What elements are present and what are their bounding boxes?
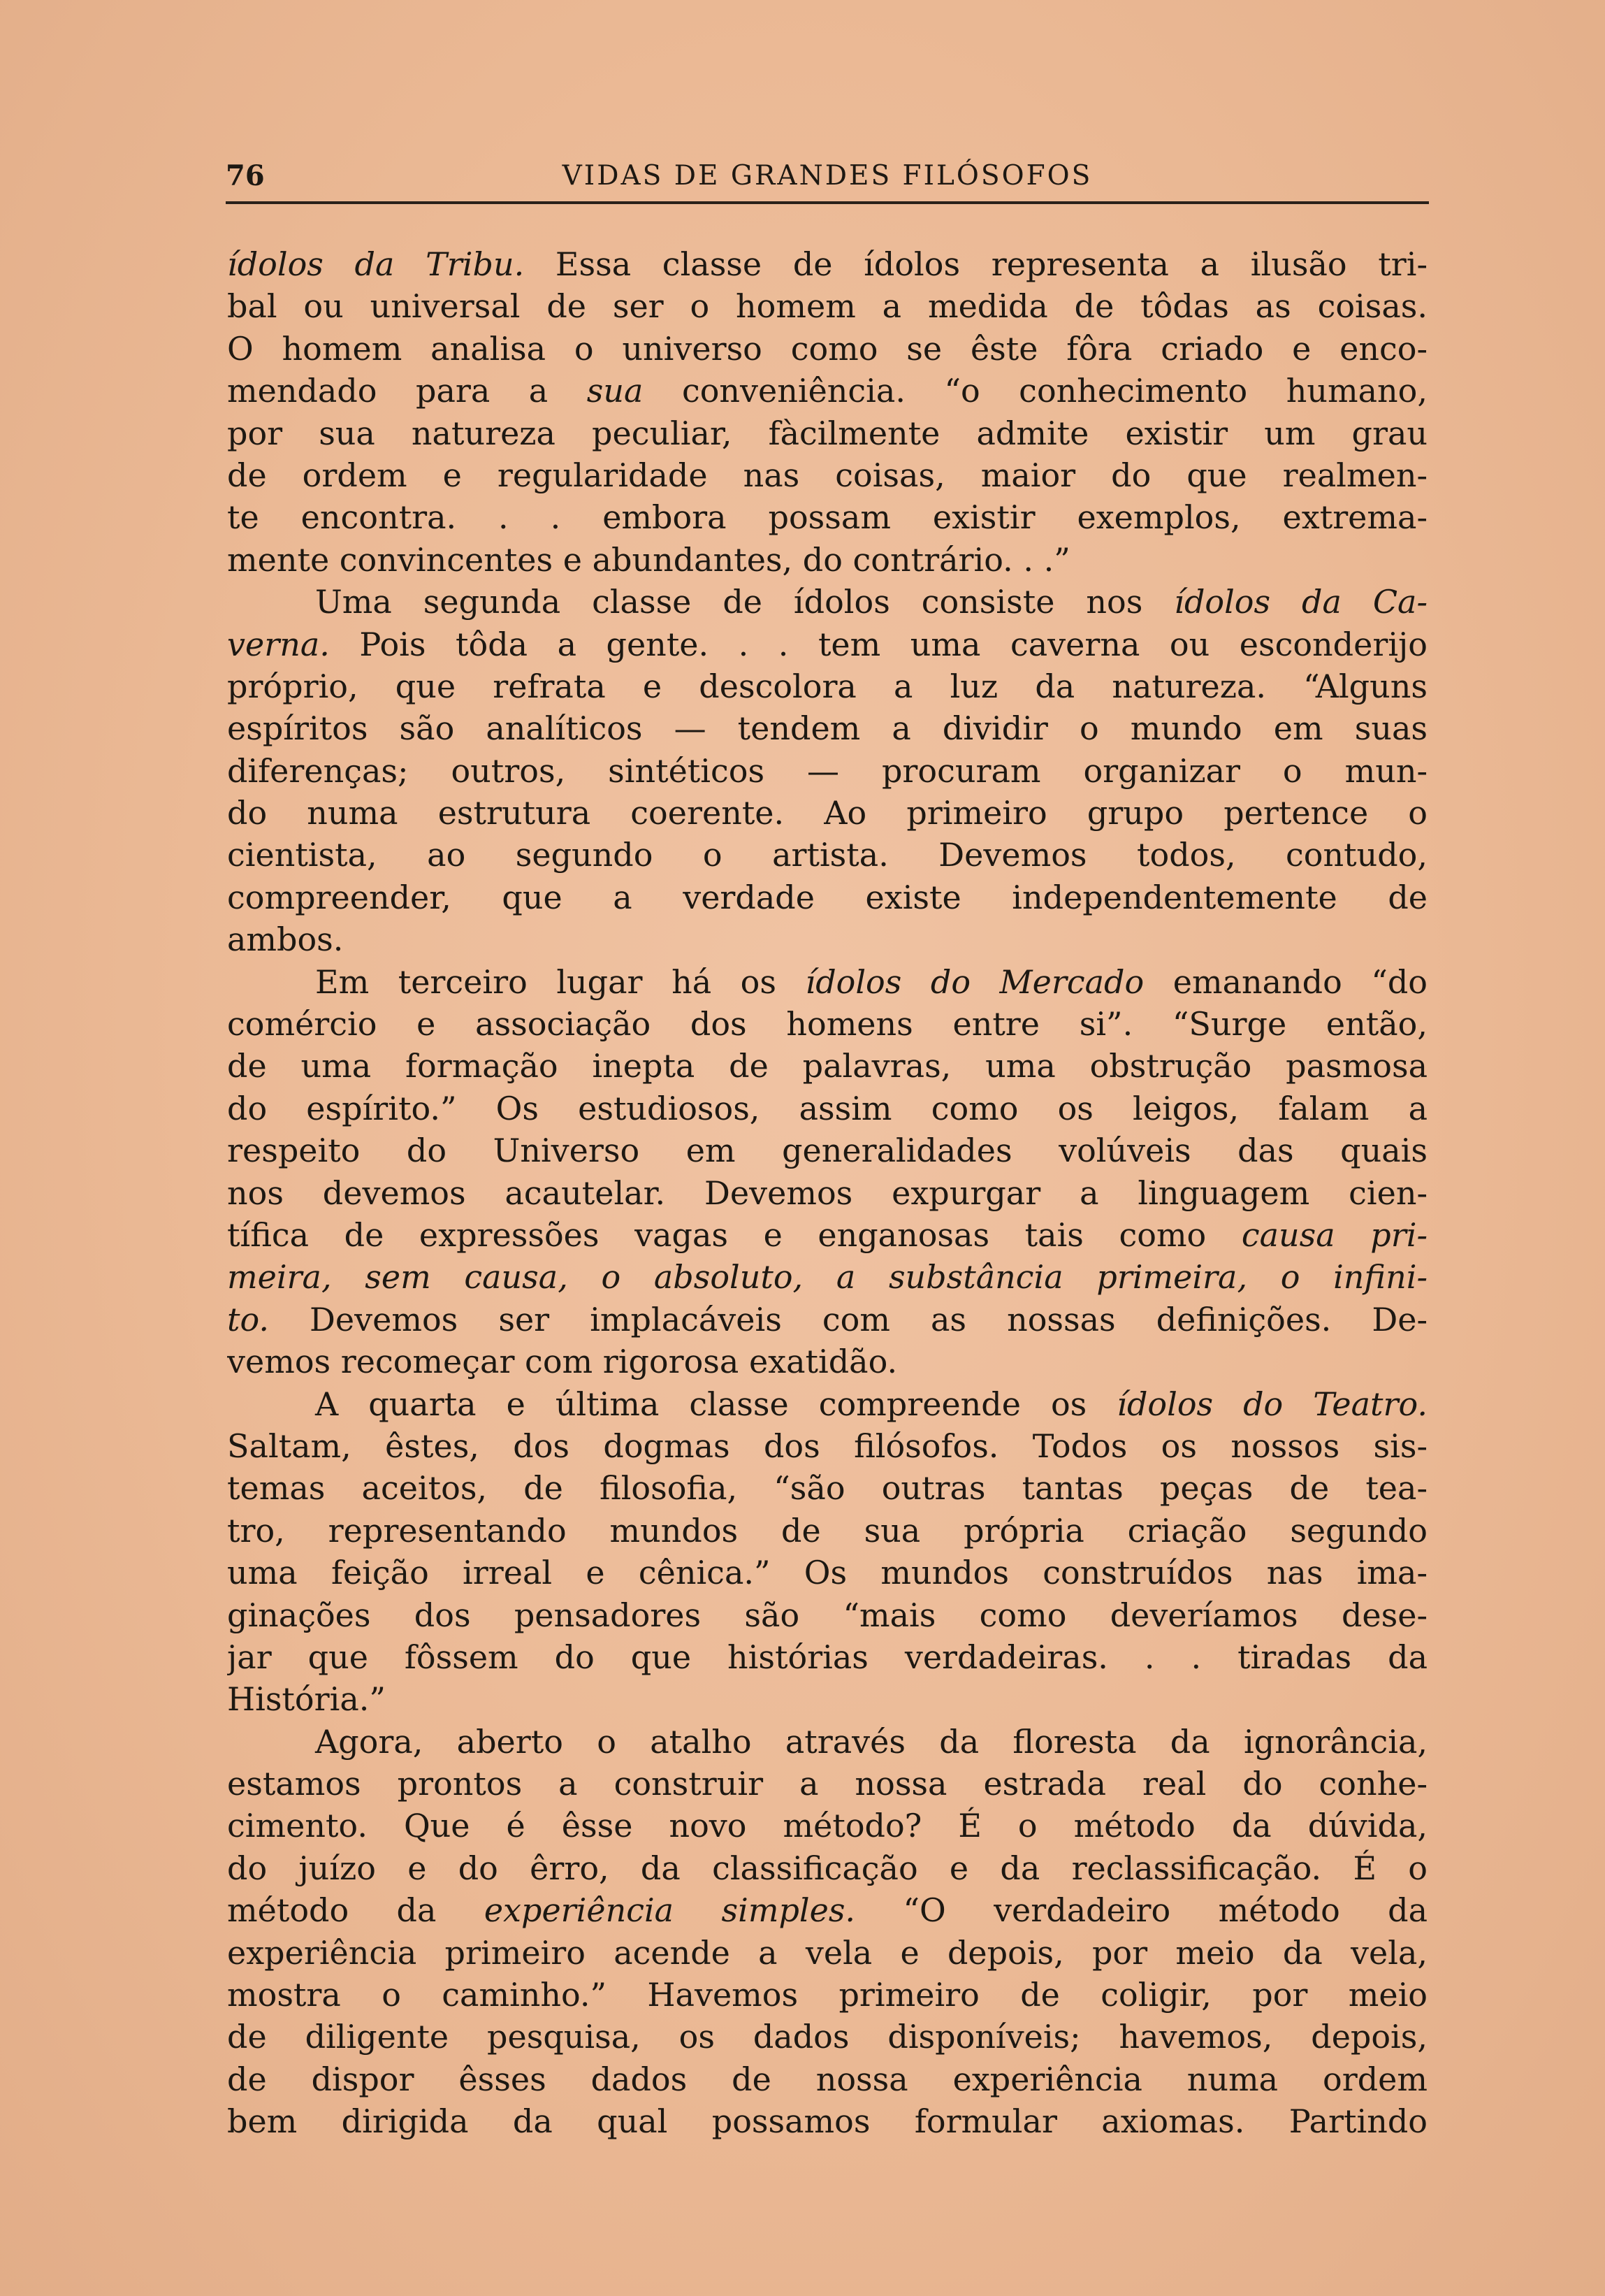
text-line: estamos prontos a construir a nossa estrada real do conhe- xyxy=(227,1765,1428,1803)
text-line: bal ou universal de ser o homem a medida de tôdas as coisas. xyxy=(227,287,1428,326)
text-line: Em terceiro lugar há os ídolos do Mercado emanando “do xyxy=(315,962,1428,1001)
body-text xyxy=(227,243,1428,2143)
text-line: Uma segunda classe de ídolos consiste nos ídolos da Ca- xyxy=(315,583,1428,621)
text-line: mendado para a sua conveniência. “o conhecimento humano, xyxy=(227,372,1428,410)
text-line: mente convincentes e abundantes, do contrário. . .” xyxy=(227,540,1070,579)
text-line: respeito do Universo em generalidades volúveis das quais xyxy=(227,1132,1428,1170)
text-line: método da experiência simples. “O verdadeiro método da xyxy=(227,1891,1428,1930)
text-line: História.” xyxy=(227,1680,386,1719)
text-line: mostra o caminho.” Havemos primeiro de coligir, por meio xyxy=(227,1976,1428,2014)
text-line: jar que fôssem do que histórias verdadeiras. . . tiradas da xyxy=(227,1638,1428,1676)
page-number: 76 xyxy=(226,159,265,192)
text-line: ídolos da Tribu. Essa classe de ídolos representa a ilusão tri- xyxy=(227,245,1428,283)
text-line: cimento. Que é êsse novo método? É o método da dúvida, xyxy=(227,1807,1428,1845)
page-header xyxy=(226,155,1429,200)
text-line: ginações dos pensadores são “mais como deveríamos dese- xyxy=(227,1596,1428,1634)
text-line: verna. Pois tôda a gente. . . tem uma caverna ou esconderijo xyxy=(227,625,1428,663)
text-line: to. Devemos ser implacáveis com as nossas definições. De- xyxy=(227,1300,1428,1338)
text-line: experiência primeiro acende a vela e depois, por meio da vela, xyxy=(227,1933,1428,1972)
text-line: por sua natureza peculiar, fàcilmente admite existir um grau xyxy=(227,414,1428,452)
text-line: meira, sem causa, o absoluto, a substância primeira, o infini- xyxy=(227,1258,1428,1297)
running-head: VIDAS DE GRANDES FILÓSOFOS xyxy=(562,160,1093,192)
text-line: A quarta e última classe compreende os ídolos do Teatro. xyxy=(315,1385,1428,1423)
text-line: cientista, ao segundo o artista. Devemos todos, contudo, xyxy=(227,836,1428,874)
text-line: do numa estrutura coerente. Ao primeiro grupo pertence o xyxy=(227,794,1428,832)
text-line: de diligente pesquisa, os dados disponíveis; havemos, depois, xyxy=(227,2018,1428,2056)
text-line: nos devemos acautelar. Devemos expurgar a linguagem cien- xyxy=(227,1174,1428,1212)
text-line: O homem analisa o universo como se êste fôra criado e enco- xyxy=(227,329,1428,368)
text-line: tro, representando mundos de sua própria criação segundo xyxy=(227,1511,1428,1550)
text-line: comércio e associação dos homens entre si”. “Surge então, xyxy=(227,1005,1428,1044)
text-line: próprio, que refrata e descolora a luz da natureza. “Alguns xyxy=(227,667,1428,705)
text-line: ambos. xyxy=(227,920,344,959)
text-line: uma feição irreal e cênica.” Os mundos construídos nas ima- xyxy=(227,1554,1428,1592)
text-line: Agora, aberto o atalho através da floresta da ignorância, xyxy=(315,1722,1428,1761)
text-line: te encontra. . . embora possam existir exemplos, extrema- xyxy=(227,498,1428,537)
text-line: bem dirigida da qual possamos formular axiomas. Partindo xyxy=(227,2102,1428,2141)
text-line: temas aceitos, de filosofia, “são outras tantas peças de tea- xyxy=(227,1469,1428,1508)
text-line: espíritos são analíticos — tendem a dividir o mundo em suas xyxy=(227,709,1428,748)
text-line: de dispor êsses dados de nossa experiência numa ordem xyxy=(227,2060,1428,2098)
text-line: de ordem e regularidade nas coisas, maior do que realmen- xyxy=(227,456,1428,494)
text-line: de uma formação inepta de palavras, uma obstrução pasmosa xyxy=(227,1047,1428,1085)
text-line: do juízo e do êrro, da classificação e da reclassificação. É o xyxy=(227,1849,1428,1887)
text-line: vemos recomeçar com rigorosa exatidão. xyxy=(227,1343,898,1381)
text-line: compreender, que a verdade existe independentemente de xyxy=(227,878,1428,916)
header-rule xyxy=(226,201,1429,204)
text-line: tífica de expressões vagas e enganosas tais como causa pri- xyxy=(227,1215,1428,1254)
text-line: diferenças; outros, sintéticos — procuram organizar o mun- xyxy=(227,751,1428,790)
text-line: Saltam, êstes, dos dogmas dos filósofos. Todos os nossos sis- xyxy=(227,1427,1428,1465)
text-line: do espírito.” Os estudiosos, assim como os leigos, falam a xyxy=(227,1089,1428,1127)
